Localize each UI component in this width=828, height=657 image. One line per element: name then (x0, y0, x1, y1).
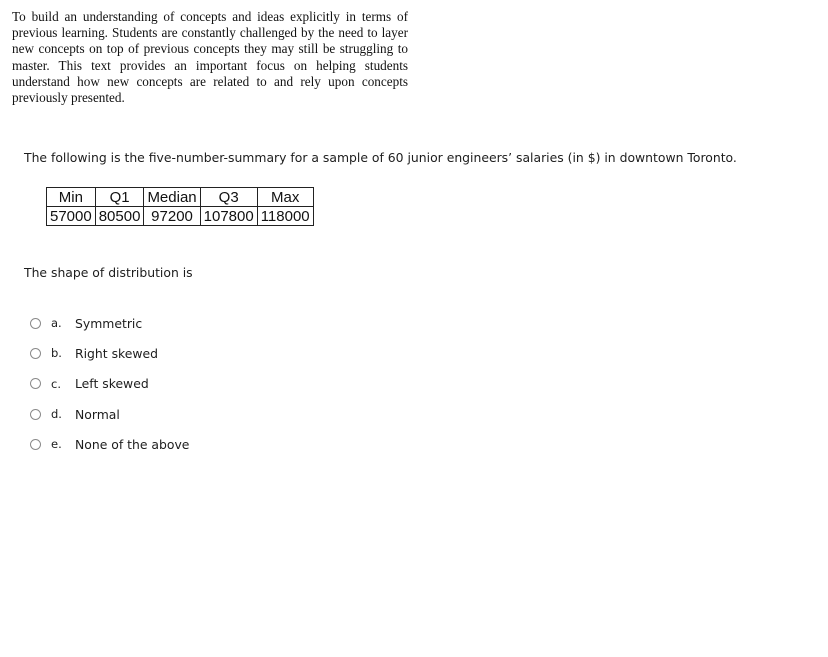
option-e-letter: e. (51, 437, 62, 452)
option-d-letter: d. (51, 407, 62, 422)
table-header-q3: Q3 (200, 188, 257, 207)
option-a[interactable] (30, 308, 189, 338)
table-header-median: Median (144, 188, 200, 207)
option-c[interactable] (30, 369, 189, 399)
table-header-min: Min (47, 188, 96, 207)
option-b-radio[interactable] (30, 348, 41, 359)
shape-prompt: The shape of distribution is (24, 265, 193, 280)
table-value-q3: 107800 (200, 207, 257, 226)
option-a-letter: a. (51, 316, 62, 331)
table-value-max: 118000 (257, 207, 313, 226)
table-value-q1: 80500 (95, 207, 144, 226)
option-c-radio[interactable] (30, 378, 41, 389)
question-text: The following is the five-number-summary for a sample of 60 junior engineers’ salaries (in $) in downtown Toronto. (24, 150, 737, 165)
option-a-radio[interactable] (30, 318, 41, 329)
option-c-label[interactable]: Left skewed (75, 376, 149, 392)
table-value-min: 57000 (47, 207, 96, 226)
option-d-radio[interactable] (30, 409, 41, 420)
table-value-median: 97200 (144, 207, 200, 226)
five-number-summary-table (46, 187, 314, 226)
option-b[interactable] (30, 338, 189, 368)
answer-options (30, 308, 189, 459)
option-d[interactable] (30, 399, 189, 429)
option-e-radio[interactable] (30, 439, 41, 450)
option-b-letter: b. (51, 346, 62, 361)
option-b-label[interactable]: Right skewed (75, 345, 159, 361)
option-d-label[interactable]: Normal (75, 406, 120, 422)
table-header-q1: Q1 (95, 188, 144, 207)
option-a-label[interactable]: Symmetric (75, 315, 143, 331)
option-e[interactable] (30, 429, 189, 459)
option-c-letter: c. (51, 376, 61, 391)
table-header-max: Max (257, 188, 313, 207)
option-e-label[interactable]: None of the above (75, 436, 190, 452)
intro-paragraph: To build an understanding of concepts and ideas explicitly in terms of previous learning. Students are constantly challenged by the need to layer new concepts on top of previous concepts they may still be struggling to master. This text provides an important focus on helping students understand how new concepts are related to and rely upon concepts previously presented. (12, 9, 408, 106)
table-header-row (47, 188, 314, 207)
table-value-row (47, 207, 314, 226)
